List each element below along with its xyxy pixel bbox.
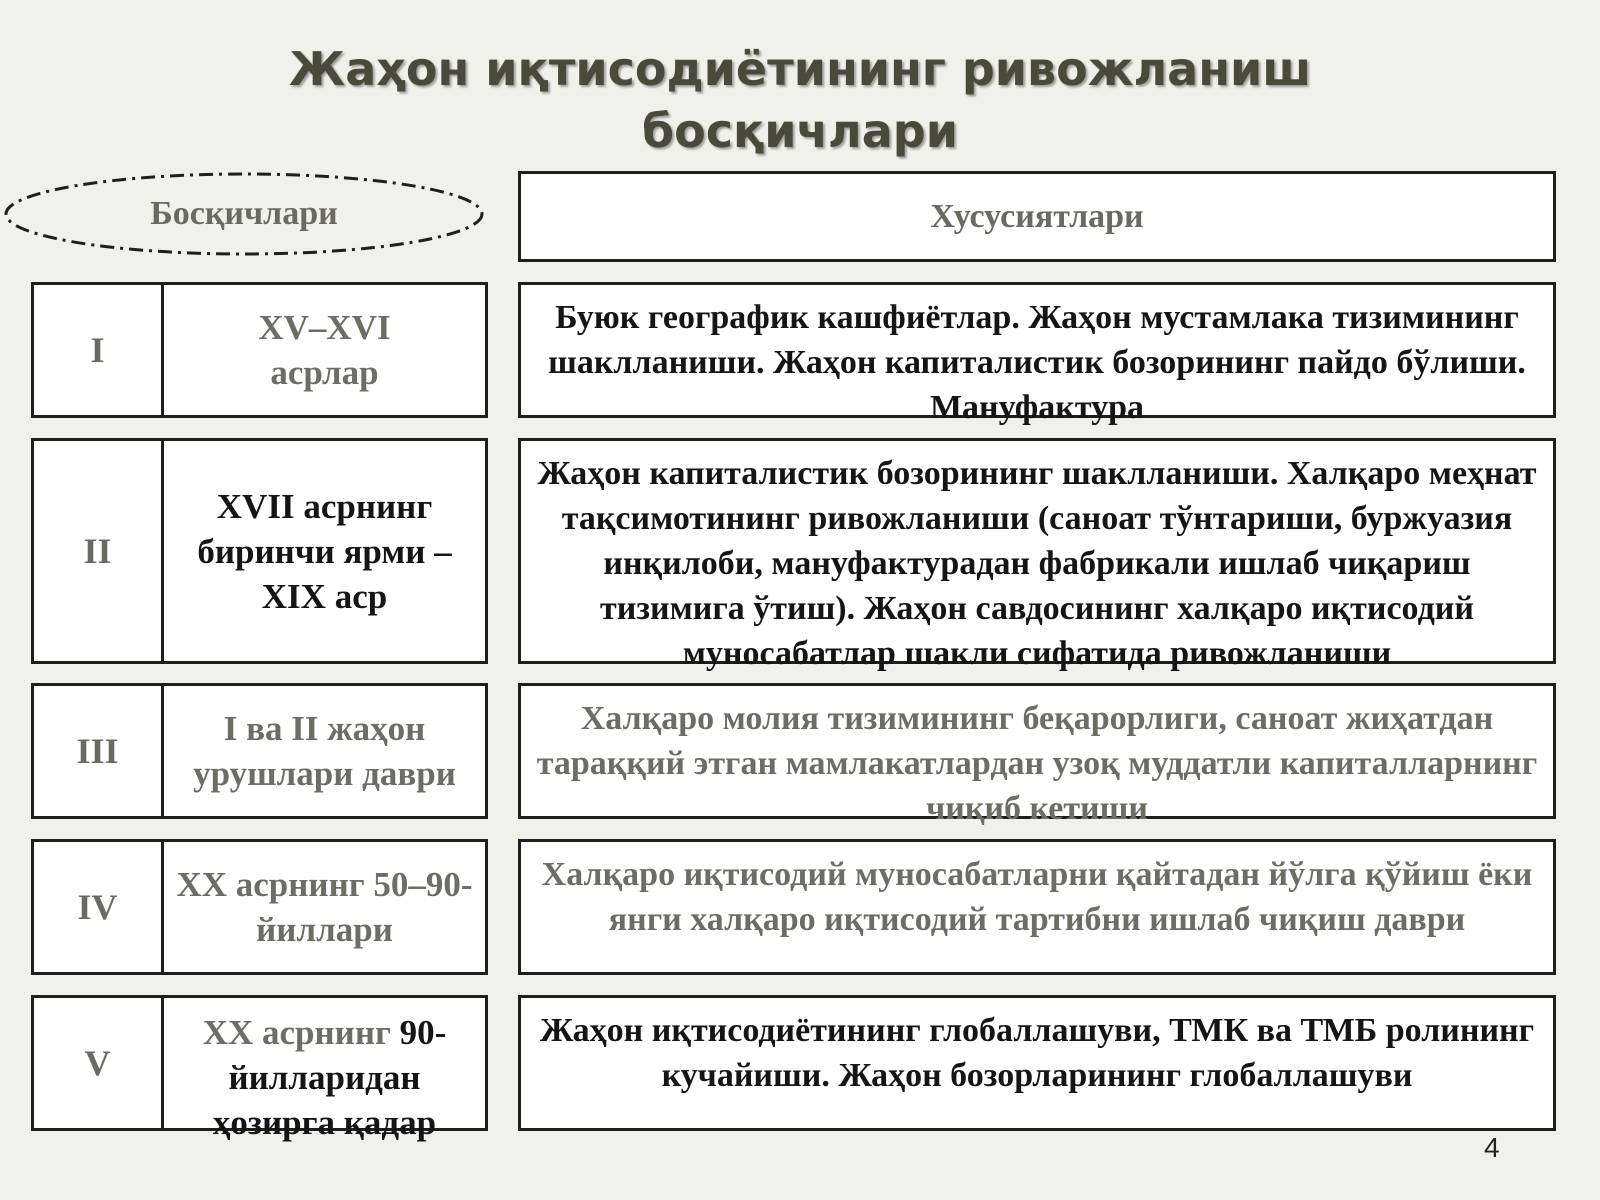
stage-period: XV–XVI асрлар <box>258 308 391 392</box>
slide-title <box>0 38 1600 162</box>
slide-title-line-1: Жаҳон иқтисодиётининг ривожланиш <box>288 42 1312 96</box>
stages-header-label: Босқичлари <box>150 195 338 232</box>
stage-features-3: Халқаро молия тизимининг беқарорлиги, саноат жиҳатдан тараққий этган мамлакатлардан узоқ муддатли капиталларнинг чиқиб кетиши <box>518 683 1556 819</box>
stage-row-1 <box>31 282 488 418</box>
stage-period-part-2: 90-йилларидан ҳозирга қадар <box>212 1013 447 1142</box>
stage-row-4 <box>31 839 488 975</box>
features-header <box>518 171 1556 262</box>
stage-features-4: Халқаро иқтисодий муносабатларни қайтадан йўлга қўйиш ёки янги халқаро иқтисодий тартибни ишлаб чиқиш даври <box>518 839 1556 975</box>
features-header-label: Хусусиятлари <box>930 197 1144 235</box>
stage-period-part-1: XX асрнинг <box>202 1013 400 1052</box>
stage-period: I ва II жаҳон урушлари даври <box>193 709 456 793</box>
stage-numeral: V <box>34 998 164 1128</box>
stage-row-5 <box>31 995 488 1142</box>
page-number: 4 <box>1484 1132 1500 1163</box>
stage-numeral: I <box>34 285 164 415</box>
slide-title-line-2: босқичлари <box>642 104 958 158</box>
stage-features-5: Жаҳон иқтисодиётининг глобаллашуви, ТМК ва ТМБ ролининг кучайиши. Жаҳон бозорларининг глобаллашуви <box>518 995 1556 1131</box>
stage-row-3 <box>31 683 488 819</box>
stage-period: XX асрнинг 50–90-йиллари <box>176 865 473 949</box>
stage-features-1: Буюк географик кашфиётлар. Жаҳон мустамлака тизимининг шаклланиши. Жаҳон капиталистик бозорининг пайдо бўлиши. Мануфактура <box>518 282 1556 418</box>
stage-numeral: II <box>34 441 164 661</box>
stage-period: XVII асрнинг биринчи ярми – XIX аср <box>197 486 452 616</box>
stage-features-2: Жаҳон капиталистик бозорининг шаклланиши. Халқаро меҳнат тақсимотининг ривожланиши (саноат тўнтариши, буржуазия инқилоби, мануфактурадан фабрикали ишлаб чиқариш тизимига ўтиш). Жаҳон савдосининг халқаро иқтисодий муносабатлар шакли сифатида ривожланиши <box>518 438 1556 664</box>
stage-period <box>164 998 485 1142</box>
stage-numeral: III <box>34 686 164 816</box>
stage-row-2 <box>31 438 488 664</box>
stage-numeral: IV <box>34 842 164 972</box>
stages-header <box>2 170 486 258</box>
